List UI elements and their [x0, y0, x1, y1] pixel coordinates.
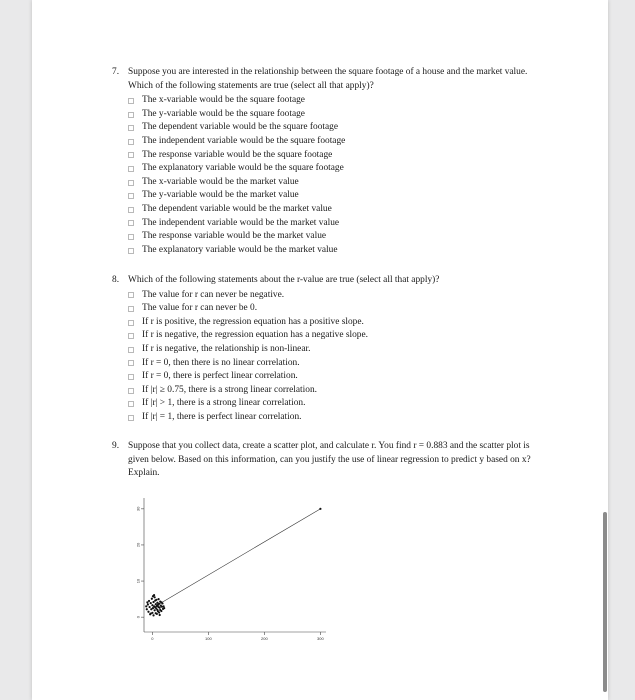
scatter-point [150, 612, 152, 614]
option-label: The x-variable would be the market value [142, 176, 299, 187]
checkbox[interactable] [128, 388, 134, 394]
scatter-point [148, 600, 150, 602]
checkbox[interactable] [128, 152, 134, 158]
scatter-point [156, 613, 158, 615]
option-label: The dependent variable would be the square footage [142, 122, 339, 133]
checkbox[interactable] [128, 401, 134, 407]
answer-option[interactable] [128, 370, 552, 384]
scatter-point [146, 608, 148, 610]
scatter-point [151, 598, 153, 600]
checkbox[interactable] [128, 166, 134, 172]
option-label: The value for r can never be negative. [142, 289, 285, 300]
x-tick-label: 0 [151, 636, 154, 641]
scatter-point [163, 607, 165, 609]
scatter-point [150, 602, 152, 604]
option-label: If r = 0, there is perfect linear correlation. [142, 371, 298, 382]
scatter-point [159, 607, 161, 609]
scatter-point [158, 603, 160, 605]
option-list [128, 289, 552, 425]
x-tick-label: 200 [261, 636, 268, 641]
scatter-point [149, 606, 151, 608]
scatter-point [319, 508, 321, 510]
question-text: Suppose you are interested in the relationship between the square footage of a house and the market value. Which of the following statements are true (select all that apply)? [128, 67, 528, 91]
question-text: Which of the following statements about the r-value are true (select all that apply)? [128, 275, 440, 285]
answer-option[interactable] [128, 162, 552, 176]
option-label: If r is negative, the regression equation has a negative slope. [142, 330, 368, 341]
x-tick-label: 100 [205, 636, 212, 641]
answer-option[interactable] [128, 384, 552, 398]
answer-option[interactable] [128, 203, 552, 217]
answer-option[interactable] [128, 189, 552, 203]
answer-option[interactable] [128, 357, 552, 371]
question-9 [112, 440, 552, 481]
checkbox[interactable] [128, 180, 134, 186]
checkbox[interactable] [128, 347, 134, 353]
y-tick-label: 20 [135, 542, 141, 548]
answer-option[interactable] [128, 411, 552, 425]
checkbox[interactable] [128, 248, 134, 254]
scatter-plot-svg [122, 494, 336, 644]
answer-option[interactable] [128, 289, 552, 303]
answer-option[interactable] [128, 230, 552, 244]
option-label: The response variable would be the square footage [142, 149, 333, 160]
scatter-point [158, 611, 160, 613]
option-label: The explanatory variable would be the market value [142, 244, 338, 255]
answer-option[interactable] [128, 316, 552, 330]
answer-option[interactable] [128, 329, 552, 343]
option-label: If |r| ≥ 0.75, there is a strong linear correlation. [142, 384, 317, 395]
scatter-point [152, 614, 154, 616]
answer-option[interactable] [128, 302, 552, 316]
checkbox[interactable] [128, 98, 134, 104]
trend-line [155, 509, 320, 606]
question-header [112, 274, 552, 288]
checkbox[interactable] [128, 220, 134, 226]
scatter-point [147, 611, 149, 613]
option-label: The value for r can never be 0. [142, 303, 258, 314]
option-label: The independent variable would be the square footage [142, 135, 346, 146]
scatter-point [160, 610, 162, 612]
checkbox[interactable] [128, 320, 134, 326]
scatter-point [152, 601, 154, 603]
question-number: 7. [112, 67, 120, 77]
scatter-point [146, 601, 148, 603]
option-label: If |r| = 1, there is perfect linear correlation. [142, 411, 302, 422]
checkbox[interactable] [128, 139, 134, 145]
scatter-point [159, 614, 161, 616]
answer-option[interactable] [128, 121, 552, 135]
answer-option[interactable] [128, 343, 552, 357]
checkbox[interactable] [128, 125, 134, 131]
checkbox[interactable] [128, 207, 134, 213]
question-8 [112, 274, 552, 425]
answer-option[interactable] [128, 217, 552, 231]
checkbox[interactable] [128, 234, 134, 240]
y-tick-label: 10 [135, 578, 141, 584]
checkbox[interactable] [128, 360, 134, 366]
scatter-point [145, 605, 147, 607]
scatter-point [153, 594, 155, 596]
option-label: If r is positive, the regression equation has a positive slope. [142, 316, 364, 327]
answer-option[interactable] [128, 94, 552, 108]
question-header [112, 440, 552, 481]
option-label: The response variable would be the market value [142, 231, 327, 242]
vertical-scrollbar[interactable] [603, 512, 607, 692]
question-header [112, 66, 552, 93]
question-number: 9. [112, 441, 120, 451]
option-list [128, 94, 552, 257]
checkbox[interactable] [128, 333, 134, 339]
answer-option[interactable] [128, 244, 552, 258]
scatter-point [161, 602, 163, 604]
scatter-point [157, 598, 159, 600]
y-tick-label: 0 [135, 616, 141, 619]
checkbox[interactable] [128, 415, 134, 421]
question-text: Suppose that you collect data, create a scatter plot, and calculate r. You find r = 0.883 and the scatter plot is given below. Based on this information, can you justify the use of linear regression to predict y based on x? Explain. [128, 441, 531, 479]
scatter-point [155, 599, 157, 601]
option-label: The y-variable would be the square footage [142, 108, 305, 119]
option-label: The y-variable would be the market value [142, 190, 299, 201]
checkbox[interactable] [128, 112, 134, 118]
option-label: The dependent variable would be the market value [142, 203, 332, 214]
scatter-point [147, 603, 149, 605]
answer-option[interactable] [128, 108, 552, 122]
y-tick-label: 30 [135, 506, 141, 512]
answer-option[interactable] [128, 397, 552, 411]
checkbox[interactable] [128, 292, 134, 298]
checkbox[interactable] [128, 306, 134, 312]
question-7 [112, 66, 552, 257]
checkbox[interactable] [128, 193, 134, 199]
question-number: 8. [112, 275, 120, 285]
scatter-point [154, 609, 156, 611]
option-label: The independent variable would be the market value [142, 217, 340, 228]
checkbox[interactable] [128, 374, 134, 380]
scatter-plot [122, 494, 336, 644]
answer-option[interactable] [128, 149, 552, 163]
option-label: The x-variable would be the square footage [142, 95, 305, 106]
option-label: If r is negative, the relationship is non-linear. [142, 343, 311, 354]
option-label: If |r| > 1, there is a strong linear correlation. [142, 398, 306, 409]
x-tick-label: 300 [317, 636, 324, 641]
option-label: The explanatory variable would be the square footage [142, 163, 344, 174]
answer-option[interactable] [128, 135, 552, 149]
option-label: If r = 0, then there is no linear correlation. [142, 357, 300, 368]
answer-option[interactable] [128, 176, 552, 190]
